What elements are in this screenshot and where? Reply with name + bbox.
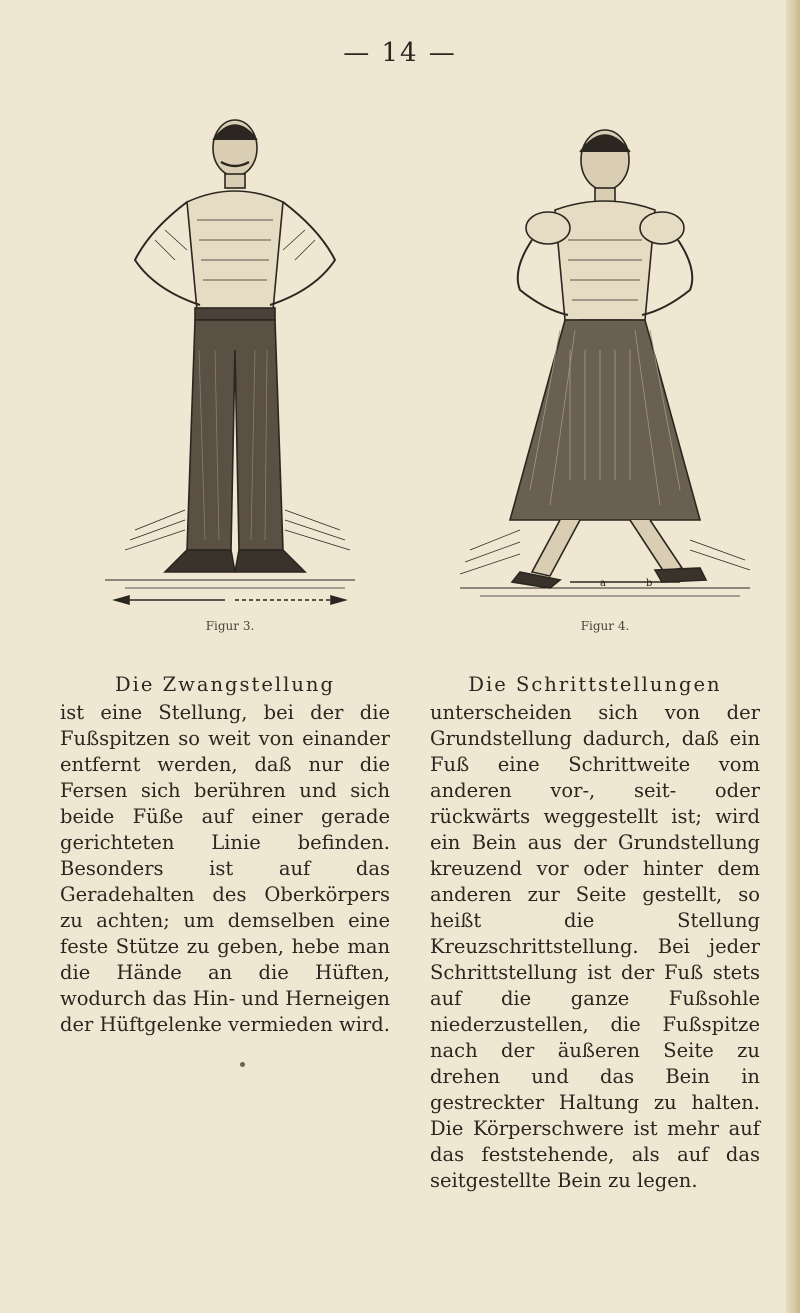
svg-text:b: b: [646, 578, 653, 589]
figure-4-caption: Figur 4.: [580, 619, 630, 633]
print-dot: [240, 1062, 245, 1067]
paragraph-zwangstellung: ist eine Stellung, bei der die Fußspitzen so weit von einander entfernt werden, daß nur die Fersen sich berühren und sich beide Füße auf einer gerade gerichteten Linie befinden. Besonders ist auf das Geradehalten des Oberkörpers zu achten; um demselben eine feste Stütze zu geben, hebe man die Hände an die Hüften, wodurch das Hin- und Herneigen der Hüftgelenke vermieden wird.: [60, 701, 390, 1036]
figure-3-caption: Figur 3.: [205, 619, 255, 633]
paragraph-schrittstellungen: unterscheiden sich von der Grundstellung dadurch, daß ein Fuß eine Schrittweite vom anderen vor-, seit- oder rückwärts weggestellt ist; wird ein Bein aus der Grundstellung kreuzend vor oder hinter dem anderen zur Seite gestellt, so heißt die Stellung Kreuzschrittstellung. Bei jeder Schrittstellung ist der Fuß stets auf die ganze Fußsohle niederzustellen, die Fußspitze nach der äußeren Seite zu drehen und das Bein in gestreckter Haltung zu halten. Die Körperschwere ist mehr auf das feststehende, als auf das seitgestellte Bein zu legen.: [430, 701, 760, 1192]
page-number: — 14 —: [343, 38, 457, 68]
section-heading-zwangstellung: Die Zwangstellung: [115, 673, 335, 696]
page-edge: [786, 0, 800, 1313]
figure-4: [450, 110, 760, 633]
woman-standing-illustration: [450, 110, 760, 615]
man-standing-illustration: [95, 110, 365, 615]
text-column-left: [60, 672, 390, 1038]
figure-3: [95, 110, 365, 633]
section-heading-schrittstellungen: Die Schrittstellungen: [468, 673, 722, 696]
svg-text:a: a: [600, 578, 606, 589]
text-column-right: [430, 672, 760, 1194]
